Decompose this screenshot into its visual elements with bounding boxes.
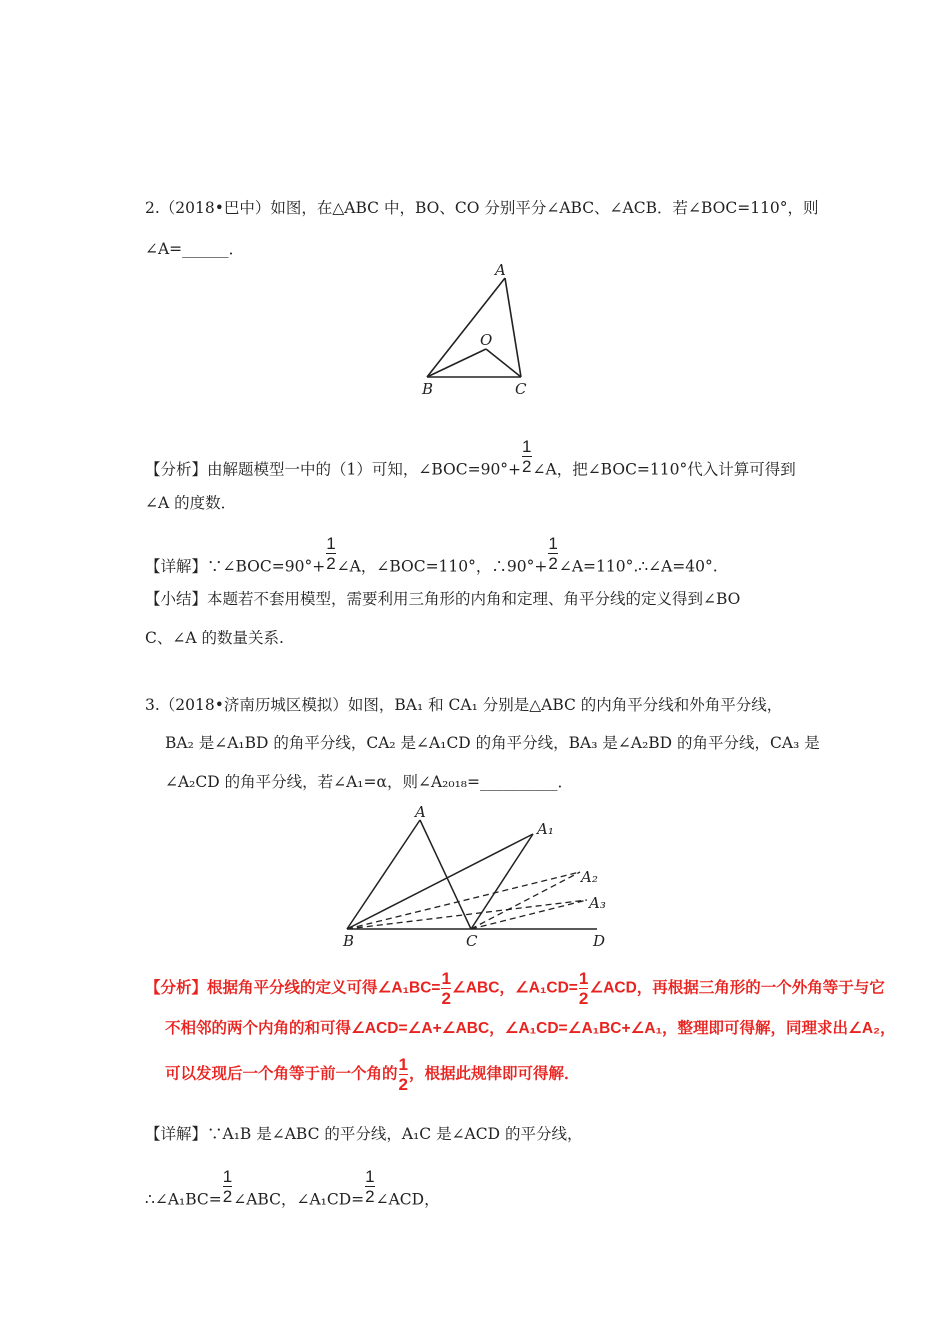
q3-detail-line-2: ∴∠A₁BC= $\frac{1}{2}$ ∠ABC，∠A₁CD= $\frac{1}{2}$ ∠ACD， [145, 1167, 440, 1209]
fraction-half: $\frac{1}{2}$ [578, 969, 589, 1008]
q3-label-A3: A₃ [589, 894, 606, 912]
q2-summary-line-1: 【小结】本题若不套用模型，需要利用三角形的内角和定理、角平分线的定义得到∠BO [145, 590, 741, 608]
q3-label-D: D [593, 932, 606, 950]
q2-line-2: ∠A=______． [145, 240, 245, 258]
q3-line-1: 3.（2018•济南历城区模拟）如图，BA₁ 和 CA₁ 分别是△ABC 的内角平分线和外角平分线， [145, 696, 783, 714]
fraction-half: $\frac{1}{2}$ [326, 534, 336, 573]
fraction-half: $\frac{1}{2}$ [548, 534, 558, 573]
q2-triangle-figure [415, 260, 540, 400]
fraction-half: $\frac{1}{2}$ [441, 969, 451, 1008]
q3-label-C: C [466, 932, 478, 950]
q3-line-2: BA₂ 是∠A₁BD 的角平分线，CA₂ 是∠A₁CD 的角平分线，BA₃ 是∠A₂BD 的角平分线，CA₃ 是 [165, 734, 820, 752]
fraction-half: $\frac{1}{2}$ [222, 1167, 233, 1206]
q2-summary-line-2: C、∠A 的数量关系. [145, 629, 284, 647]
q2-detail-line: 【详解】∵∠BOC=90°+ $\frac{1}{2}$ ∠A，∠BOC=110°，∴90°+ $\frac{1}{2}$ ∠A=110°.∴∠A=40°. [145, 534, 718, 576]
fraction-half: $\frac{1}{2}$ [365, 1167, 375, 1206]
q3-label-B: B [343, 932, 355, 950]
q3-label-A2: A₂ [581, 868, 598, 886]
q2-line-1: 2.（2018•巴中）如图，在△ABC 中，BO、CO 分别平分∠ABC、∠ACB．若∠BOC=110°，则 [145, 199, 819, 217]
q3-analysis-line-3: 可以发现后一个角等于前一个角的 $\frac{1}{2}$ ，根据此规律即可得解． [165, 1055, 580, 1094]
q2-label-A: A [495, 261, 506, 279]
fraction-half: $\frac{1}{2}$ [398, 1055, 408, 1094]
q3-label-A: A [415, 803, 426, 821]
q3-label-A1: A₁ [537, 820, 554, 838]
q3-detail-line-1: 【详解】∵A₁B 是∠ABC 的平分线，A₁C 是∠ACD 的平分线， [145, 1125, 583, 1143]
q2-analysis-line-2: ∠A 的度数． [145, 494, 237, 512]
q3-analysis-line-2: 不相邻的两个内角的和可得∠ACD=∠A+∠ABC，∠A₁CD=∠A₁BC+∠A₁，整理即可得解，同理求出∠A₂， [165, 1020, 896, 1037]
q2-label-C: C [515, 380, 527, 398]
q3-angle-bisector-figure [335, 798, 625, 958]
q2-label-B: B [422, 380, 434, 398]
q3-analysis-line-1: 【分析】根据角平分线的定义可得∠A₁BC= $\frac{1}{2}$ ∠ABC，∠A₁CD= $\frac{1}{2}$ ∠ACD，再根据三角形的一个外角等于与它 [145, 969, 885, 1008]
q2-analysis-line-1: 【分析】由解题模型一中的（1）可知，∠BOC=90°+ $\frac{1}{2}$ ∠A，把∠BOC=110°代入计算可得到 [145, 437, 796, 479]
fraction-half: $\frac{1}{2}$ [522, 437, 532, 476]
q2-label-O: O [480, 331, 493, 349]
q3-line-3: ∠A₂CD 的角平分线，若∠A₁=α，则∠A₂₀₁₈=__________． [165, 773, 573, 791]
